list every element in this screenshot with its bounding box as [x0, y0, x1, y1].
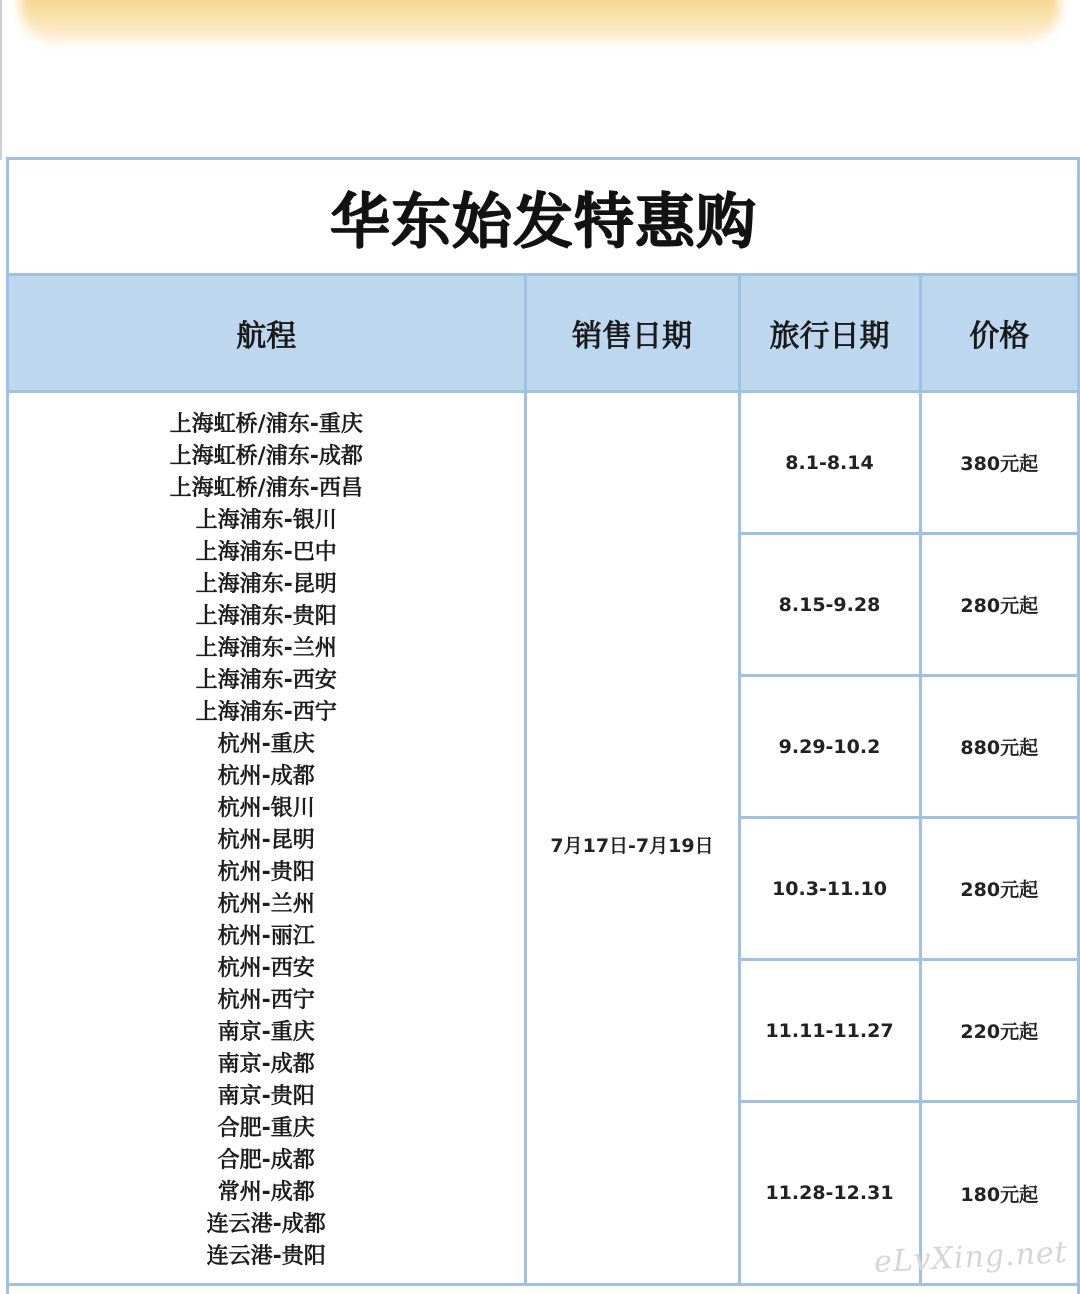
title-row [9, 160, 1077, 276]
header-sale-date: 销售日期 [525, 276, 739, 392]
route-item: 杭州-西安 [217, 956, 315, 981]
travel-date-cell: 11.28-12.31 [739, 1102, 920, 1285]
route-item: 合肥-成都 [217, 1148, 315, 1173]
price-cell: 180元起 [920, 1102, 1077, 1285]
route-item: 合肥-重庆 [217, 1116, 315, 1141]
route-item: 上海浦东-西宁 [195, 700, 337, 725]
route-item: 杭州-丽江 [217, 924, 315, 949]
route-item: 上海浦东-银川 [195, 508, 337, 533]
route-item: 杭州-重庆 [217, 732, 315, 757]
routes-cell [9, 392, 525, 1285]
route-item: 上海浦东-巴中 [195, 540, 337, 565]
route-item: 常州-成都 [217, 1180, 315, 1205]
route-item: 南京-成都 [217, 1052, 315, 1077]
route-item: 南京-重庆 [217, 1020, 315, 1045]
route-item: 上海浦东-昆明 [195, 572, 337, 597]
table-header-row [9, 276, 1077, 392]
sale-date-text: 7月17日-7月19日 [550, 835, 714, 857]
route-item: 上海浦东-西安 [195, 668, 337, 693]
route-item: 杭州-银川 [217, 796, 315, 821]
top-banner [20, 0, 1060, 42]
price-cell: 280元起 [920, 534, 1077, 676]
header-travel-date: 旅行日期 [739, 276, 920, 392]
route-item: 杭州-贵阳 [217, 860, 315, 885]
travel-date-cell: 9.29-10.2 [739, 676, 920, 818]
sale-date-cell [525, 392, 739, 1285]
travel-date-cell: 10.3-11.10 [739, 818, 920, 960]
route-item: 杭州-昆明 [217, 828, 315, 853]
price-cell: 280元起 [920, 818, 1077, 960]
header-price: 价格 [920, 276, 1077, 392]
price-cell: 880元起 [920, 676, 1077, 818]
table-row [9, 392, 1077, 534]
travel-date-cell: 11.11-11.27 [739, 960, 920, 1102]
route-item: 杭州-兰州 [217, 892, 315, 917]
route-item: 上海虹桥/浦东-西昌 [169, 476, 363, 501]
left-edge-divider [0, 0, 2, 160]
route-item: 上海虹桥/浦东-重庆 [169, 412, 363, 437]
price-cell: 220元起 [920, 960, 1077, 1102]
route-item: 连云港-贵阳 [206, 1244, 326, 1269]
route-item: 上海浦东-兰州 [195, 636, 337, 661]
route-item: 上海虹桥/浦东-成都 [169, 444, 363, 469]
route-item: 南京-贵阳 [217, 1084, 315, 1109]
header-route: 航程 [9, 276, 525, 392]
fare-table [9, 276, 1077, 1286]
travel-date-cell: 8.15-9.28 [739, 534, 920, 676]
promo-table-card [6, 157, 1080, 1294]
page-title: 华东始发特惠购 [329, 186, 757, 257]
route-item: 上海浦东-贵阳 [195, 604, 337, 629]
watermark: eLvXing.net [873, 1234, 1069, 1281]
price-cell: 380元起 [920, 392, 1077, 534]
travel-date-cell: 8.1-8.14 [739, 392, 920, 534]
route-item: 连云港-成都 [206, 1212, 326, 1237]
route-item: 杭州-西宁 [217, 988, 315, 1013]
route-item: 杭州-成都 [217, 764, 315, 789]
